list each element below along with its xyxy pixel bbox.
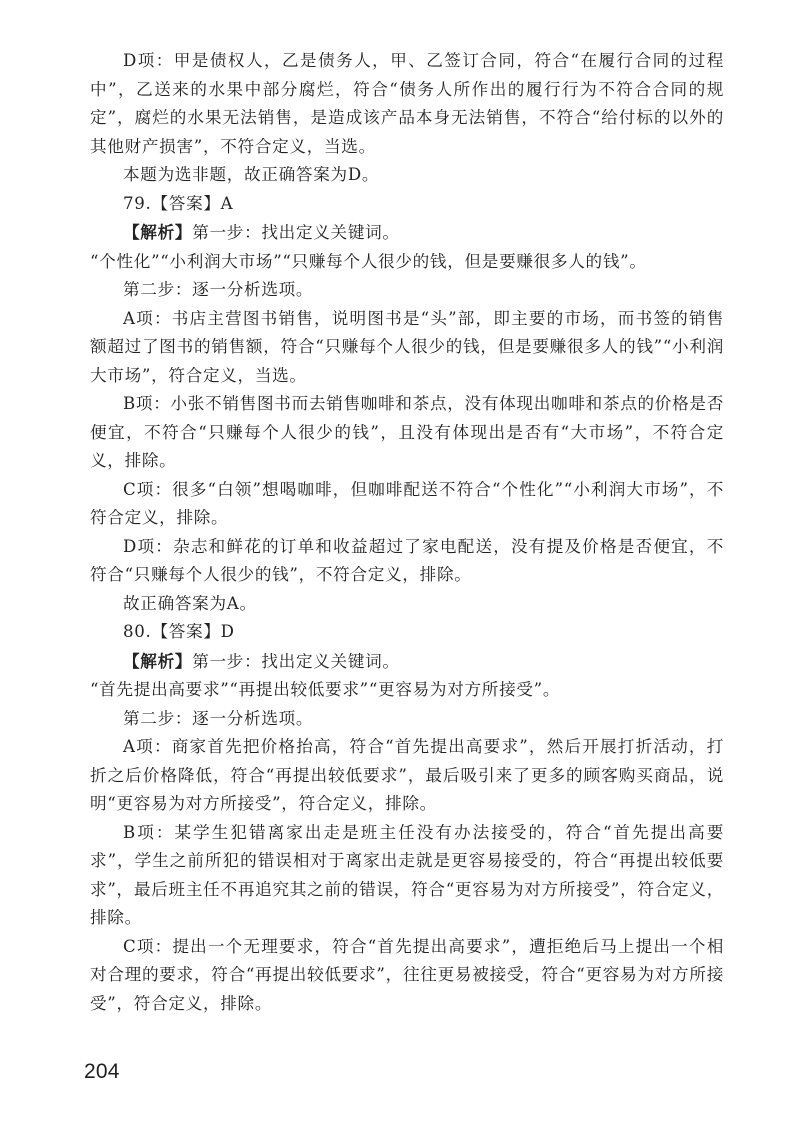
paragraph-question-79-answer: 79.【答案】A: [123, 193, 234, 213]
analysis-text: 第一步：找出定义关键词。: [192, 651, 400, 671]
paragraph-question-80-option-b: B项：某学生犯错离家出走是班主任没有办法接受的，符合“首先提出高要求”，学生之前所犯的错误相对于离家出走就是更容易接受的，符合“再提出较低要求”，最后班主任不再追究其之前的错误，符合“更容易为对方所接受”，符合定义，排除。: [90, 822, 724, 927]
paragraph-question-79-keywords: “个性化”“小利润大市场”“只赚每个人很少的钱，但是要赚很多人的钱”。: [90, 251, 647, 271]
document-body: [90, 47, 724, 1018]
paragraph-question-80-answer: 80.【答案】D: [123, 622, 235, 641]
paragraph-question-78-conclusion: 本题为选非题，故正确答案为D。: [123, 165, 380, 184]
paragraph-question-79-option-a: A项：书店主营图书销售，说明图书是“头”部，即主要的市场，而书签的销售额超过了图书的销售额，符合“只赚每个人很少的钱，但是要赚很多人的钱”“小利润大市场”，符合定义，当选。: [90, 308, 724, 385]
analysis-text: 第一步：找出定义关键词。: [192, 223, 400, 242]
paragraph-question-79-step-2: 第二步：逐一分析选项。: [123, 280, 314, 299]
paragraph-question-79-conclusion: 故正确答案为A。: [123, 593, 257, 613]
paragraph-question-80-keywords: “首先提出高要求”“再提出较低要求”“更容易为对方所接受”。: [90, 680, 561, 699]
paragraph-question-79-option-d: D项：杂志和鲜花的订单和收益超过了家电配送，没有提及价格是否便宜，不符合“只赚每个人很少的钱”，不符合定义，排除。: [90, 536, 724, 584]
paragraph-question-80-analysis-step-1: [90, 647, 724, 677]
paragraph-question-79-option-b: B项：小张不销售图书而去销售咖啡和茶点，没有体现出咖啡和茶点的价格是否便宜，不符合“只赚每个人很少的钱”，且没有体现出是否有“大市场”，不符合定义，排除。: [90, 394, 724, 470]
paragraph-d-option-analysis: D项：甲是债权人，乙是债务人，甲、乙签订合同，符合“在履行合同的过程中”，乙送来的水果中部分腐烂，符合“债务人所作出的履行行为不符合合同的规定”，腐烂的水果无法销售，是造成该产品本身无法销售，不符合“给付标的以外的其他财产损害”，不符合定义，当选。: [90, 51, 724, 156]
page-number: 204: [84, 1060, 120, 1083]
analysis-label: 【解析】: [123, 222, 193, 242]
paragraph-question-80-option-c: C项：提出一个无理要求，符合“首先提出高要求”，遭拒绝后马上提出一个相对合理的要求，符合“再提出较低要求”，往往更易被接受，符合“更容易为对方所接受”，符合定义，排除。: [90, 936, 724, 1013]
paragraph-question-79-analysis-step-1: [90, 218, 724, 248]
paragraph-question-80-step-2: 第二步：逐一分析选项。: [123, 708, 314, 728]
paragraph-question-80-option-a: A项：商家首先把价格抬高，符合“首先提出高要求”，然后开展打折活动，打折之后价格降低，符合“再提出较低要求”，最后吸引来了更多的顾客购买商品，说明“更容易为对方所接受”，符合定义，排除。: [90, 737, 724, 813]
analysis-label: 【解析】: [123, 650, 193, 671]
paragraph-question-79-option-c: C项：很多“白领”想喝咖啡，但咖啡配送不符合“个性化”“小利润大市场”，不符合定义，排除。: [90, 479, 724, 527]
